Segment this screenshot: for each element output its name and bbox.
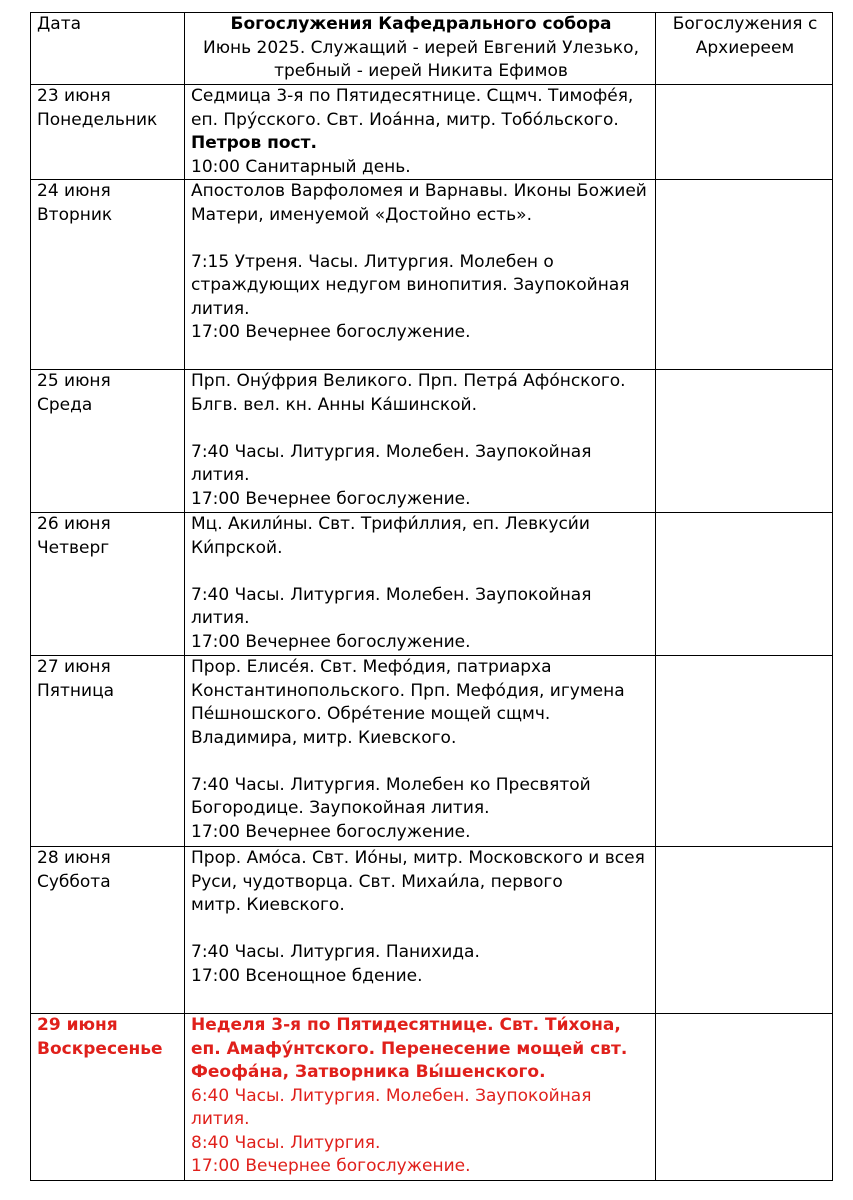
services-cell xyxy=(185,180,656,370)
date-cell xyxy=(31,370,185,513)
service-line: 7:15 Утреня. Часы. Литургия. Молебен о страждующих недугом винопития. Заупокойная лития. xyxy=(191,251,630,319)
spacer xyxy=(191,918,651,942)
feast-text xyxy=(191,85,651,156)
table-row xyxy=(31,656,833,847)
services-cell xyxy=(185,847,656,1014)
date-cell xyxy=(31,1014,185,1181)
bishop-cell xyxy=(656,85,833,180)
feast-main: Седмица 3-я по Пятидесятнице. Сщмч. Тимофе́я, еп. Пру́сского. Свт. Иоа́нна, митр. Тобо́льского. xyxy=(191,86,634,130)
date-text: 26 июня xyxy=(37,514,111,534)
service-line: 8:40 Часы. Литургия. xyxy=(191,1132,381,1153)
date-text: 24 июня xyxy=(37,181,111,201)
date-text: 29 июня xyxy=(37,1015,118,1035)
date-text: 25 июня xyxy=(37,371,111,391)
weekday-text: Воскресенье xyxy=(37,1038,163,1059)
fast-note: Петров пост. xyxy=(191,133,317,153)
bishop-cell xyxy=(656,656,833,847)
weekday-text: Вторник xyxy=(37,204,113,225)
services-subtitle: Июнь 2025. Служащий - иерей Евгений Улезько, требный - иерей Никита Ефимов xyxy=(202,37,639,81)
bishop-cell xyxy=(656,847,833,1014)
table-row xyxy=(31,513,833,656)
services-title: Богослужения Кафедрального собора xyxy=(230,14,612,34)
feast-text: Прор. Елисе́я. Свт. Мефо́дия, патриарха Константинопольского. Прп. Мефо́дия, игумена Пе́шношского. Обре́тение мощей сщмч. Владимира, митр. Киевского. xyxy=(191,657,625,748)
date-column-header: Дата xyxy=(31,13,185,85)
service-line: 17:00 Всенощное бдение. xyxy=(191,965,423,986)
date-cell xyxy=(31,180,185,370)
table-row-sunday xyxy=(31,1014,833,1181)
date-cell xyxy=(31,656,185,847)
bishop-cell xyxy=(656,370,833,513)
date-cell xyxy=(31,513,185,656)
schedule-table xyxy=(30,12,833,1181)
date-cell xyxy=(31,847,185,1014)
services-cell xyxy=(185,370,656,513)
service-line: 7:40 Часы. Литургия. Молебен. Заупокойная лития. xyxy=(191,441,592,485)
service-line: 17:00 Вечернее богослужение. xyxy=(191,488,471,509)
service-line: 17:00 Вечернее богослужение. xyxy=(191,631,471,652)
spacer xyxy=(191,560,651,584)
service-line: 17:00 Вечернее богослужение. xyxy=(191,1156,471,1176)
bishop-cell xyxy=(656,1014,833,1181)
services-cell xyxy=(185,1014,656,1181)
services-cell xyxy=(185,513,656,656)
feast-text: Мц. Акили́ны. Свт. Трифи́ллия, еп. Левкуси́и Ки́прской. xyxy=(191,514,590,558)
table-row xyxy=(31,85,833,180)
weekday-text: Среда xyxy=(37,394,93,415)
service-line: 10:00 Санитарный день. xyxy=(191,156,411,177)
feast-text-continued: митр. Киевского. xyxy=(191,895,345,915)
service-line: 7:40 Часы. Литургия. Панихида. xyxy=(191,942,480,962)
services-column-header xyxy=(185,13,656,85)
feast-text: Прп. Ону́фрия Великого. Прп. Петра́ Афо́нского. Блгв. вел. кн. Анны Ка́шинской. xyxy=(191,371,626,415)
service-line: 17:00 Вечернее богослужение. xyxy=(191,322,471,342)
spacer xyxy=(191,750,651,774)
table-row xyxy=(31,847,833,1014)
bishop-cell xyxy=(656,513,833,656)
services-cell xyxy=(185,85,656,180)
feast-text: Прор. Амо́са. Свт. Ио́ны, митр. Московского и всея Руси, чудотворца. Свт. Михаи́ла, первого xyxy=(191,848,645,892)
bishop-column-header: Богослужения с Архиереем xyxy=(656,13,833,85)
spacer xyxy=(191,227,651,251)
service-line: 7:40 Часы. Литургия. Молебен. Заупокойная лития. xyxy=(191,584,592,628)
bishop-cell xyxy=(656,180,833,370)
date-text: 23 июня xyxy=(37,86,111,106)
weekday-text: Суббота xyxy=(37,871,111,892)
header-row xyxy=(31,13,833,85)
table-row xyxy=(31,180,833,370)
feast-text: Неделя 3-я по Пятидесятнице. Свт. Ти́хона, еп. Амафу́нтского. Перенесение мощей свт. Феофа́на, Затворника Вы́шенского. xyxy=(191,1015,628,1082)
services-cell xyxy=(185,656,656,847)
weekday-text: Пятница xyxy=(37,680,115,701)
feast-text: Апостолов Варфоломея и Варнавы. Иконы Божией Матери, именуемой «Достойно есть». xyxy=(191,181,647,225)
date-text: 27 июня xyxy=(37,657,111,677)
service-line: 7:40 Часы. Литургия. Молебен ко Пресвятой Богородице. Заупокойная лития. xyxy=(191,774,591,818)
service-line: 6:40 Часы. Литургия. Молебен. Заупокойная лития. xyxy=(191,1085,592,1129)
weekday-text: Понедельник xyxy=(37,109,158,130)
date-text: 28 июня xyxy=(37,848,111,868)
weekday-text: Четверг xyxy=(37,537,110,558)
table-row xyxy=(31,370,833,513)
service-line: 17:00 Вечернее богослужение. xyxy=(191,821,471,842)
spacer xyxy=(191,417,651,441)
date-cell xyxy=(31,85,185,180)
